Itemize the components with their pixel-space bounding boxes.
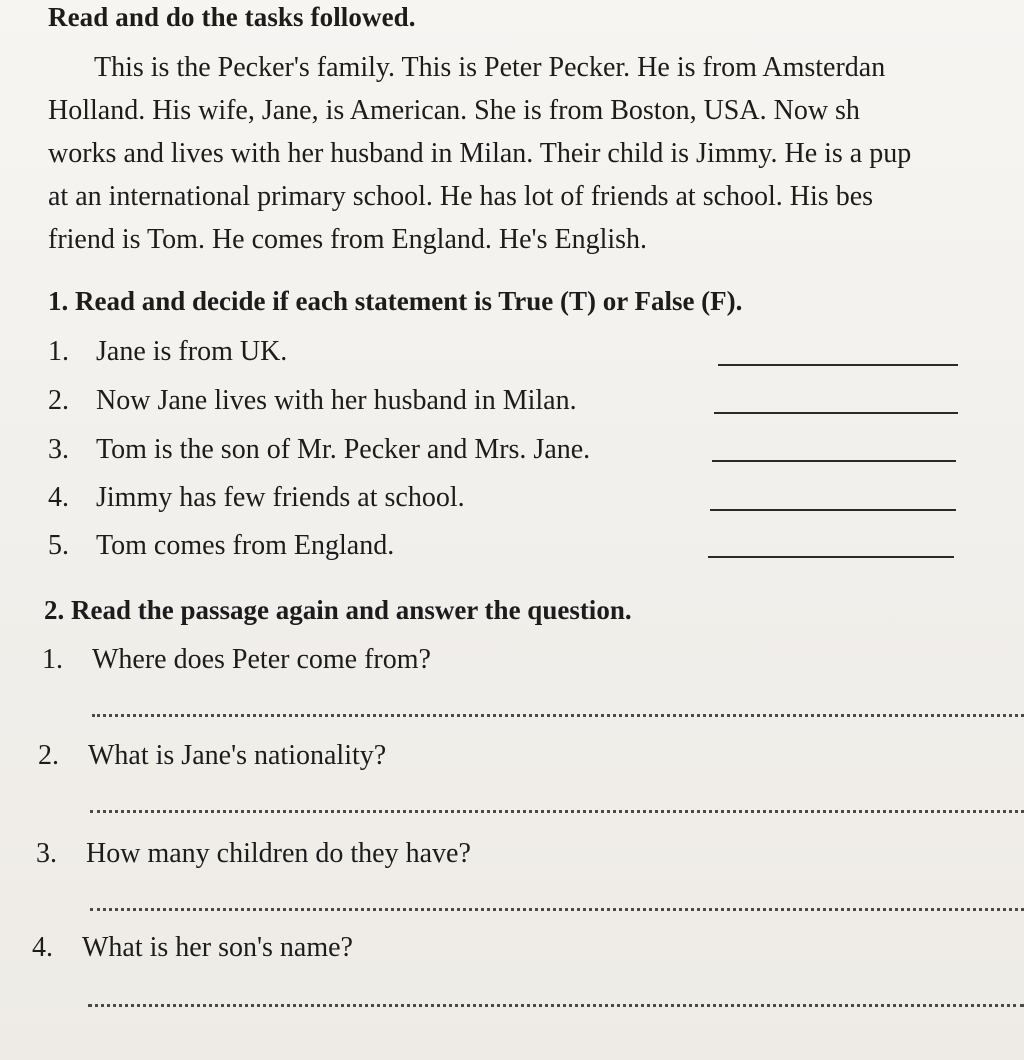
tf-number: 3. bbox=[48, 434, 69, 465]
worksheet-title: Read and do the tasks followed. bbox=[48, 2, 416, 32]
tf-answer-blank[interactable] bbox=[708, 556, 954, 558]
tf-answer-blank[interactable] bbox=[714, 412, 958, 414]
tf-text: Now Jane lives with her husband in Milan. bbox=[96, 385, 577, 416]
tf-answer-blank[interactable] bbox=[712, 460, 956, 462]
answer-line[interactable] bbox=[92, 714, 1024, 717]
reading-passage bbox=[48, 46, 1024, 261]
tf-number: 2. bbox=[48, 385, 69, 416]
question bbox=[32, 932, 992, 968]
section2-heading: 2. Read the passage again and answer the question. bbox=[44, 595, 632, 625]
tf-statement bbox=[48, 530, 1008, 566]
question-text: What is her son's name? bbox=[82, 932, 353, 963]
section1-heading: 1. Read and decide if each statement is True (T) or False (F). bbox=[48, 286, 743, 316]
tf-text: Tom comes from England. bbox=[96, 530, 395, 561]
question-text: What is Jane's nationality? bbox=[88, 740, 387, 771]
tf-statement bbox=[48, 482, 1008, 518]
answer-line[interactable] bbox=[88, 1004, 1024, 1007]
tf-text: Jimmy has few friends at school. bbox=[96, 482, 465, 513]
passage-line: works and lives with her husband in Milan. Their child is Jimmy. He is a pup bbox=[48, 138, 912, 169]
question bbox=[36, 838, 996, 874]
tf-text: Tom is the son of Mr. Pecker and Mrs. Jane. bbox=[96, 434, 591, 465]
tf-statement bbox=[48, 434, 1008, 470]
answer-line[interactable] bbox=[90, 810, 1024, 813]
passage-line: Holland. His wife, Jane, is American. She is from Boston, USA. Now sh bbox=[48, 95, 860, 126]
question bbox=[42, 644, 1002, 680]
question bbox=[38, 740, 998, 776]
answer-line[interactable] bbox=[90, 908, 1024, 911]
tf-text: Jane is from UK. bbox=[96, 336, 288, 367]
passage-line: at an international primary school. He has lot of friends at school. His bes bbox=[48, 181, 874, 212]
tf-statement bbox=[48, 336, 1008, 372]
tf-answer-blank[interactable] bbox=[718, 364, 958, 366]
question-text: How many children do they have? bbox=[86, 838, 471, 869]
question-number: 3. bbox=[36, 838, 57, 869]
question-number: 4. bbox=[32, 932, 53, 963]
question-number: 1. bbox=[42, 644, 63, 675]
tf-statement bbox=[48, 385, 1008, 421]
tf-number: 1. bbox=[48, 336, 69, 367]
tf-answer-blank[interactable] bbox=[710, 509, 956, 511]
tf-number: 4. bbox=[48, 482, 69, 513]
passage-line: This is the Pecker's family. This is Peter Pecker. He is from Amsterdan bbox=[94, 52, 886, 83]
question-number: 2. bbox=[38, 740, 59, 771]
tf-number: 5. bbox=[48, 530, 69, 561]
passage-line: friend is Tom. He comes from England. He's English. bbox=[48, 224, 648, 255]
question-text: Where does Peter come from? bbox=[92, 644, 431, 675]
